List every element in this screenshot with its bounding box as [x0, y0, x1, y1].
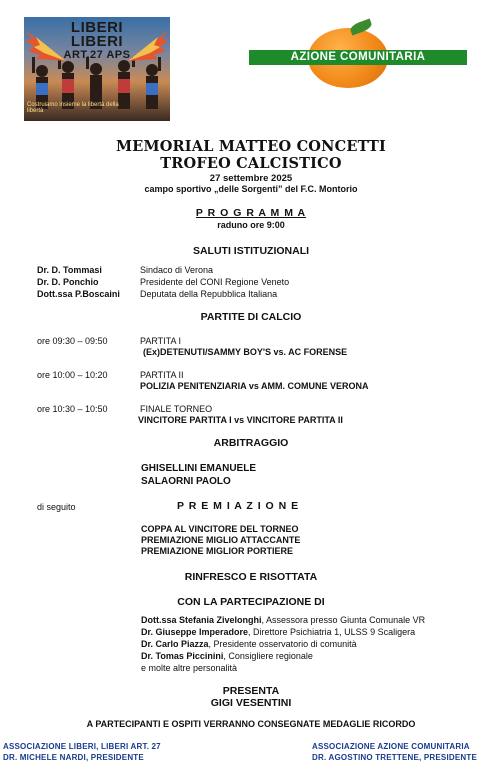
guest-2 — [141, 627, 415, 637]
saluti-name-3: Dott.ssa P.Boscaini — [37, 289, 120, 299]
award-2: PREMIAZIONE MIGLIO ATTACCANTE — [141, 535, 301, 545]
partecipazione-title: CON LA PARTECIPAZIONE DI — [177, 596, 325, 608]
guest-2-name: Dr. Giuseppe Imperadore — [141, 627, 249, 637]
match-2-label: PARTITA II — [140, 370, 184, 380]
guest-3-name: Dr. Carlo Piazza — [141, 639, 209, 649]
premiazione-title: P R E M I A Z I O N E — [177, 500, 300, 512]
presenter-name: GIGI VESENTINI — [210, 697, 292, 709]
event-title: MEMORIAL MATTEO CONCETTI — [115, 138, 387, 155]
match-3-label: FINALE TORNEO — [140, 404, 213, 414]
match-1-time: ore 09:30 – 09:50 — [37, 336, 108, 346]
logo-title-line1: LIBERI — [70, 19, 124, 36]
guest-3 — [141, 639, 357, 649]
saluti-name-1: Dr. D. Tommasi — [37, 265, 102, 275]
premiazione-prefix: di seguito — [37, 502, 76, 512]
event-date: 27 settembre 2025 — [209, 173, 293, 184]
azione-comunitaria-logo: AZIONE COMUNITARIA — [249, 50, 467, 65]
liberi-logo-title — [62, 21, 132, 61]
rinfresco-title: RINFRESCO E RISOTTATA — [184, 571, 318, 583]
footer-left-line1: ASSOCIAZIONE LIBERI, LIBERI ART. 27 — [3, 742, 161, 751]
match-1-teams: (Ex)DETENUTI/SAMMY BOY'S vs. AC FORENSE — [143, 347, 348, 357]
guest-3-role: , Presidente osservatorio di comunità — [208, 639, 357, 649]
partite-title: PARTITE DI CALCIO — [200, 311, 302, 323]
left-wing-icon — [26, 31, 66, 65]
saluti-name-2: Dr. D. Ponchio — [37, 277, 99, 287]
guest-1-name: Dott.ssa Stefania Zivelonghi — [141, 615, 262, 625]
logo-tagline-line2: libertà — [27, 108, 44, 114]
referee-1: GHISELLINI EMANUELE — [141, 463, 257, 474]
guest-1-role: , Assessora presso Giunta Comunale VR — [261, 615, 426, 625]
raduno-time: raduno ore 9:00 — [217, 220, 285, 230]
guest-2-role: , Direttore Psichiatria 1, ULSS 9 Scaligera — [248, 627, 416, 637]
saluti-role-2: Presidente del CONI Regione Veneto — [140, 277, 290, 287]
award-3: PREMIAZIONE MIGLIOR PORTIERE — [141, 546, 294, 556]
right-wing-icon — [128, 31, 168, 65]
match-2-time: ore 10:00 – 10:20 — [37, 370, 108, 380]
medals-note: A PARTECIPANTI E OSPITI VERRANNO CONSEGNATE MEDAGLIE RICORDO — [86, 719, 416, 729]
footer-right-line1: ASSOCIAZIONE AZIONE COMUNITARIA — [312, 742, 470, 751]
programma-title: P R O G R A M M A — [195, 207, 307, 219]
presenta-title: PRESENTA — [222, 685, 280, 697]
guest-1 — [141, 615, 425, 625]
guest-4 — [141, 651, 313, 661]
saluti-role-1: Sindaco di Verona — [140, 265, 214, 275]
event-subtitle: TROFEO CALCISTICO — [160, 155, 342, 172]
referee-2: SALAORNI PAOLO — [141, 476, 231, 487]
award-1: COPPA AL VINCITORE DEL TORNEO — [141, 524, 299, 534]
guest-4-role: , Consigliere regionale — [223, 651, 313, 661]
footer-left-line2: DR. MICHELE NARDI, PRESIDENTE — [3, 753, 144, 762]
match-2-teams: POLIZIA PENITENZIARIA vs AMM. COMUNE VERONA — [140, 381, 369, 391]
saluti-title: SALUTI ISTITUZIONALI — [192, 245, 310, 257]
logo-title-line3: ART.27 APS — [63, 49, 131, 61]
event-venue: campo sportivo „delle Sorgenti” del F.C. Montorio — [144, 184, 358, 194]
arbitraggio-title: ARBITRAGGIO — [213, 437, 289, 449]
logo-tagline — [27, 102, 167, 114]
guest-4-name: Dr. Tomas Piccinini — [141, 651, 224, 661]
logo-title-line2: LIBERI — [70, 33, 124, 50]
match-1-label: PARTITA I — [140, 336, 182, 346]
saluti-role-3: Deputata della Repubblica Italiana — [140, 289, 278, 299]
match-3-teams: VINCITORE PARTITA I vs VINCITORE PARTITA II — [138, 415, 343, 425]
logo-tagline-line1: Costruiamo insieme la libertà della — [27, 102, 119, 108]
match-3-time: ore 10:30 – 10:50 — [37, 404, 108, 414]
guest-others: e molte altre personalità — [141, 663, 238, 673]
liberi-logo — [24, 17, 170, 121]
footer-right-line2: DR. AGOSTINO TRETTENE, PRESIDENTE — [312, 753, 477, 762]
